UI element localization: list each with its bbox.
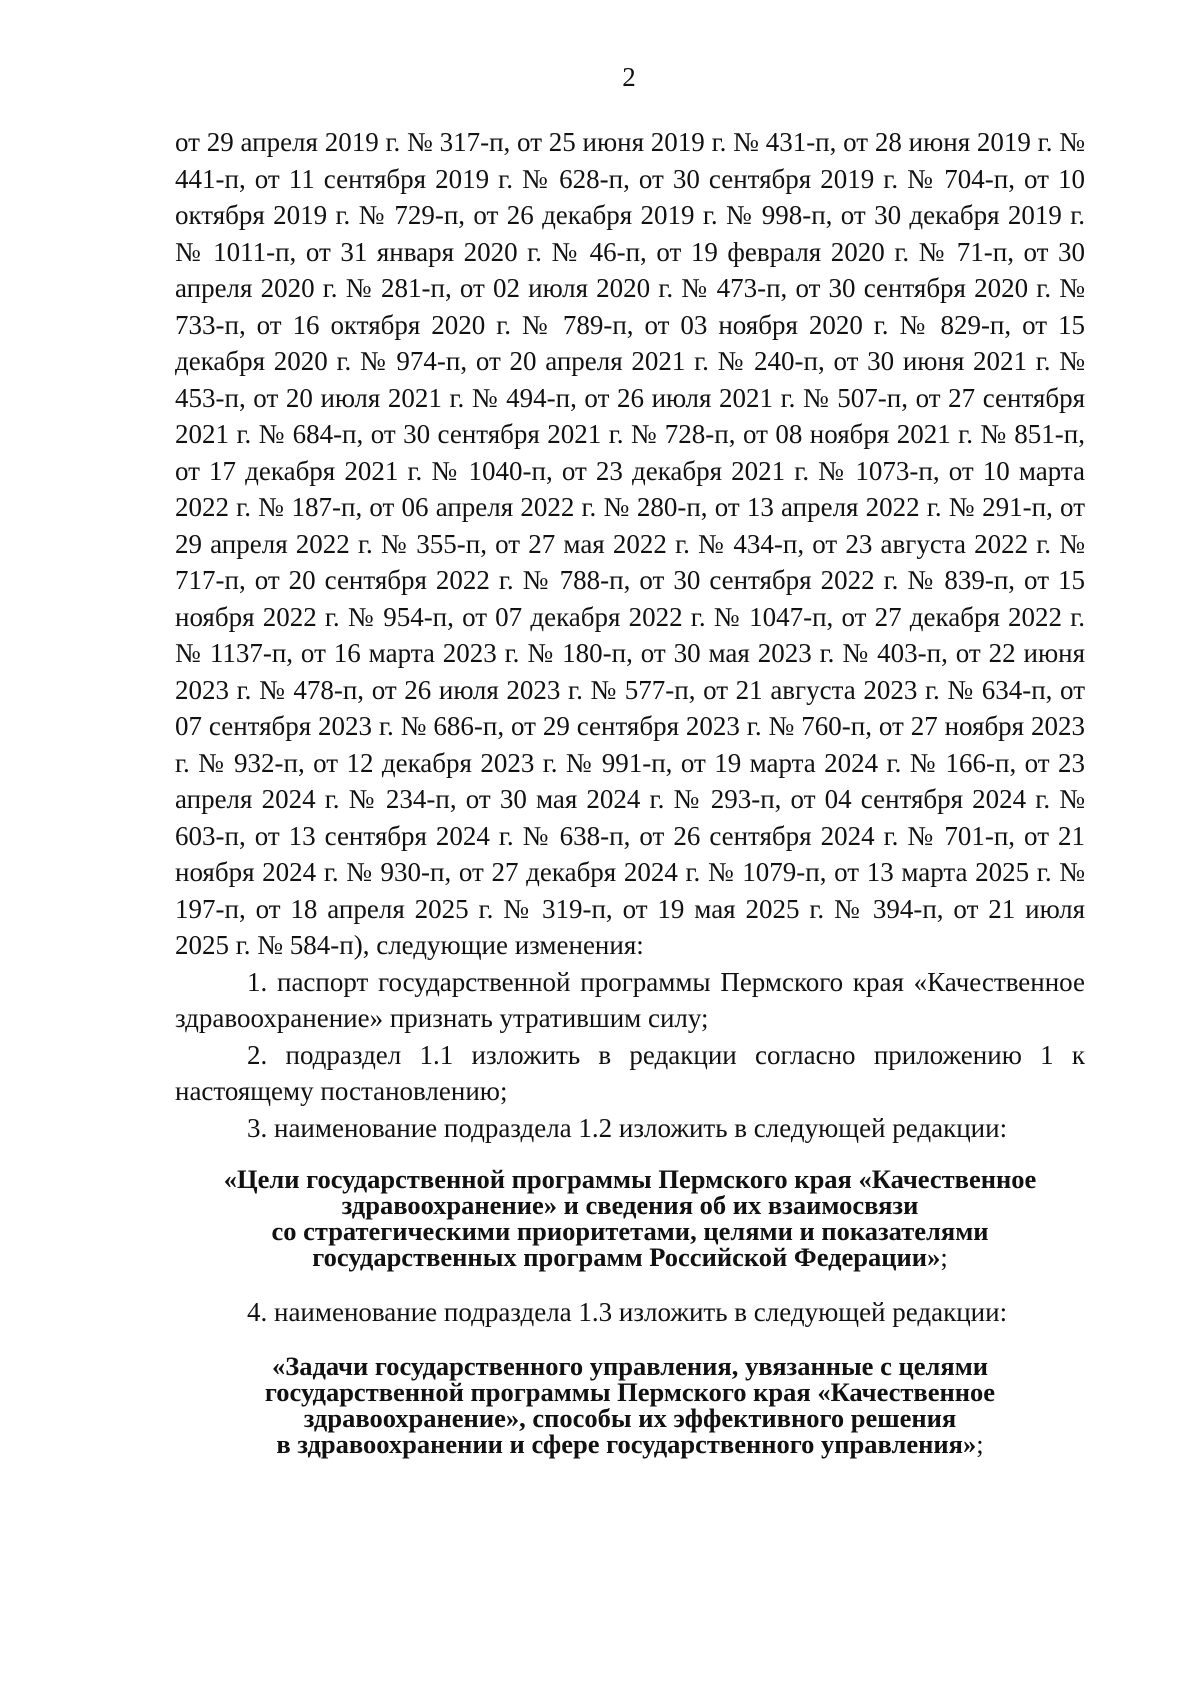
heading-line: «Цели государственной программы Пермского края «Качественное	[223, 1164, 1037, 1194]
item-2: 2. подраздел 1.1 изложить в редакции согласно приложению 1 к настоящему постановлению;	[175, 1039, 1085, 1106]
heading-line	[175, 1244, 1085, 1270]
amendments-list-paragraph: от 29 апреля 2019 г. № 317-п, от 25 июня 2019 г. № 431-п, от 28 июня 2019 г. № 441-п, от 11 сентября 2019 г. № 628-п, от 30 сентября 2019 г. № 704-п, от 10 октября 2019 г. № 729-п, от 26 декабря 2019 г. № 998-п, от 30 декабря 2019 г. № 1011-п, от 31 января 2020 г. № 46-п, от 19 февраля 2020 г. № 71-п, от 30 апреля 2020 г. № 281-п, от 02 июля 2020 г. № 473-п, от 30 сентября 2020 г. № 733-п, от 16 октября 2020 г. № 789-п, от 03 ноября 2020 г. № 829-п, от 15 декабря 2020 г. № 974-п, от 20 апреля 2021 г. № 240-п, от 30 июня 2021 г. № 453-п, от 20 июля 2021 г. № 494-п, от 26 июля 2021 г. № 507-п, от 27 сентября 2021 г. № 684-п, от 30 сентября 2021 г. № 728-п, от 08 ноября 2021 г. № 851-п, от 17 декабря 2021 г. № 1040-п, от 23 декабря 2021 г. № 1073-п, от 10 марта 2022 г. № 187-п, от 06 апреля 2022 г. № 280-п, от 13 апреля 2022 г. № 291-п, от 29 апреля 2022 г. № 355-п, от 27 мая 2022 г. № 434-п, от 23 августа 2022 г. № 717-п, от 20 сентября 2022 г. № 788-п, от 30 сентября 2022 г. № 839-п, от 15 ноября 2022 г. № 954-п, от 07 декабря 2022 г. № 1047-п, от 27 декабря 2022 г. № 1137-п, от 16 марта 2023 г. № 180-п, от 30 мая 2023 г. № 403-п, от 22 июня 2023 г. № 478-п, от 26 июля 2023 г. № 577-п, от 21 августа 2023 г. № 634-п, от 07 сентября 2023 г. № 686-п, от 29 сентября 2023 г. № 760-п, от 27 ноября 2023 г. № 932-п, от 12 декабря 2023 г. № 991-п, от 19 марта 2024 г. № 166-п, от 23 апреля 2024 г. № 234-п, от 30 мая 2024 г. № 293-п, от 04 сентября 2024 г. № 603-п, от 13 сентября 2024 г. № 638-п, от 26 сентября 2024 г. № 701-п, от 21 ноября 2024 г. № 930-п, от 27 декабря 2024 г. № 1079-п, от 13 марта 2025 г. № 197-п, от 18 апреля 2025 г. № 319-п, от 19 мая 2025 г. № 394-п, от 21 июля 2025 г. № 584-п), следующие изменения:	[175, 127, 1085, 960]
heading-line: здравоохранение» и сведения об их взаимосвязи	[341, 1190, 919, 1220]
heading-line: со стратегическими приоритетами, целями и показателями	[271, 1216, 989, 1246]
heading-line-text: в здравоохранении и сфере государственного управления»	[276, 1428, 977, 1459]
heading-end-punctuation: ;	[976, 1428, 984, 1459]
page-number: 2	[622, 62, 636, 92]
subsection-1-2-title	[175, 1166, 1085, 1270]
heading-line: здравоохранение», способы их эффективного решения	[303, 1402, 957, 1433]
item-1: 1. паспорт государственной программы Пермского края «Качественное здравоохранение» признать утратившим силу;	[175, 966, 1085, 1033]
item-3: 3. наименование подраздела 1.2 изложить в следующей редакции:	[247, 1112, 1008, 1143]
item-4: 4. наименование подраздела 1.3 изложить в следующей редакции:	[247, 1297, 1008, 1327]
heading-line-text: государственных программ Российской Федерации»	[312, 1242, 941, 1272]
heading-line: «Задачи государственного управления, увязанные с целями	[271, 1350, 989, 1381]
document-body	[175, 124, 1085, 1457]
heading-line: государственной программы Пермского края «Качественное	[264, 1376, 996, 1407]
subsection-1-3-title	[175, 1350, 1085, 1459]
heading-end-punctuation: ;	[940, 1242, 948, 1272]
heading-line	[175, 1428, 1085, 1459]
